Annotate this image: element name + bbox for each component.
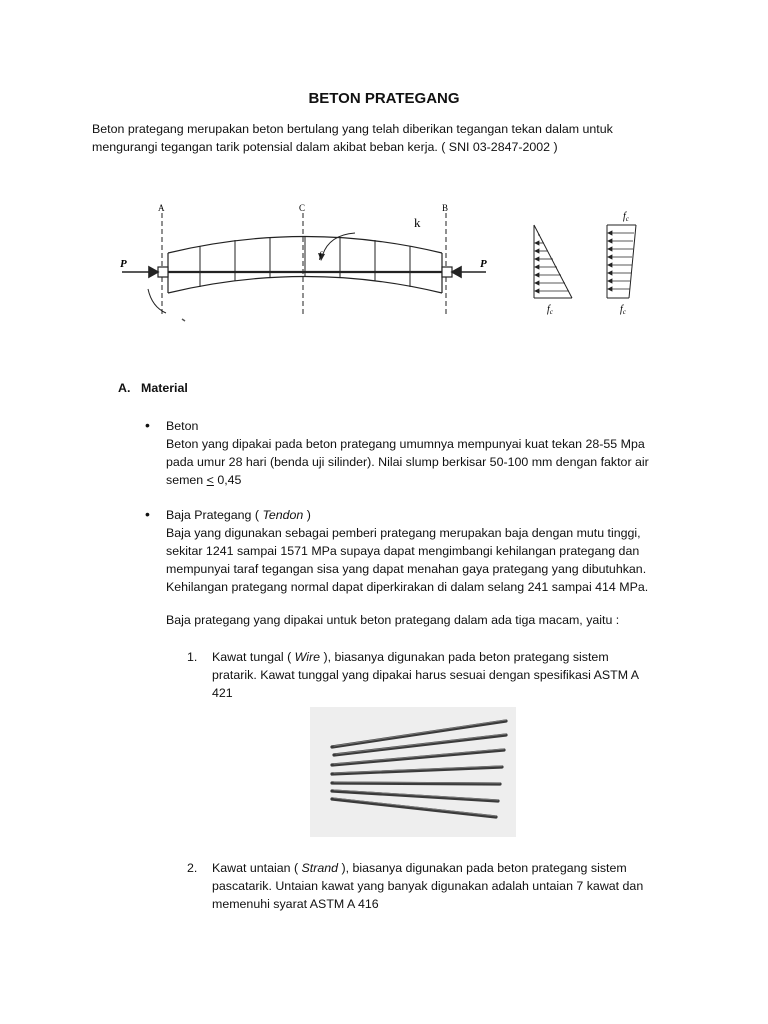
item-line: Kawat untaian ( Strand ), biasanya digunakan pada beton prategang sistem	[212, 861, 627, 875]
force-label-p-left: P	[120, 258, 127, 270]
item-line: memenuhi syarat ASTM A 416	[212, 897, 379, 911]
intro-paragraph	[92, 120, 692, 156]
baja-heading: Baja Prategang ( Tendon )	[166, 508, 311, 522]
beton-block	[166, 417, 726, 489]
section-label-c: C	[299, 203, 306, 213]
section-label-b: B	[442, 203, 449, 213]
baja-line: sekitar 1241 sampai 1571 MPa supaya dapat mengimbangi kehilangan prategang dan	[166, 544, 640, 558]
page-title: BETON PRATEGANG	[308, 90, 460, 107]
less-equal-symbol: <	[206, 473, 214, 487]
label-k: k	[414, 215, 421, 230]
label-f: f	[319, 250, 322, 260]
stress-label-fc-bottom: $f_c$	[620, 304, 626, 316]
section-heading	[118, 381, 188, 395]
intro-line: mengurangi tegangan tarik potensial dalam akibat beban kerja. ( SNI 03-2847-2002 )	[92, 140, 558, 154]
item-line: Kawat tungal ( Wire ), biasanya digunakan pada beton prategang sistem	[212, 650, 609, 664]
section-number: A.	[118, 381, 131, 395]
stress-label-fc-top: $f_c$	[623, 211, 629, 223]
intro-line: Beton prategang merupakan beton bertulang yang telah diberikan tegangan tekan dalam untuk	[92, 122, 613, 136]
prestressed-beam-figure	[100, 195, 680, 345]
item-number: 1.	[187, 650, 198, 664]
beton-heading: Beton	[166, 419, 199, 433]
baja-line: mempunyai taraf tegangan sisa yang dapat menahan gaya prategang yang dibutuhkan.	[166, 562, 647, 576]
bullet-baja: •	[145, 506, 150, 522]
bullet-beton: •	[145, 417, 150, 433]
item-wire	[212, 648, 682, 702]
item-line: 421	[212, 686, 233, 700]
beton-line: Beton yang dipakai pada beton prategang umumnya mempunyai kuat tekan 28-55 Mpa	[166, 437, 645, 451]
wire-photo	[310, 707, 516, 837]
item-strand	[212, 859, 682, 913]
force-label-p-right: P	[480, 258, 487, 270]
baja-line: Kehilangan prategang normal dapat diperkirakan di dalam selang 241 sampai 414 MPa.	[166, 580, 649, 594]
beton-line: pada umur 28 hari (benda uji silinder). Nilai slump berkisar 50-100 mm dengan faktor air	[166, 455, 649, 469]
wire-strands-image	[310, 707, 516, 837]
item-line: pascatarik. Untaian kawat yang banyak digunakan adalah untaian 7 kawat dan	[212, 879, 644, 893]
item-line: pratarik. Kawat tunggal yang dipakai harus sesuai dengan spesifikasi ASTM A	[212, 668, 640, 682]
item-number: 2.	[187, 861, 198, 875]
beton-line: semen < 0,45	[166, 473, 242, 487]
baja-block	[166, 506, 726, 596]
stress-label-fc-triangle: $f_c$	[547, 304, 553, 316]
baja-types-intro: Baja prategang yang dipakai untuk beton prategang dalam ada tiga macam, yaitu :	[166, 613, 620, 627]
section-title: Material	[141, 381, 188, 395]
baja-line: Baja yang digunakan sebagai pemberi prategang merupakan baja dengan mutu tinggi,	[166, 526, 641, 540]
section-label-a: A	[158, 203, 165, 213]
